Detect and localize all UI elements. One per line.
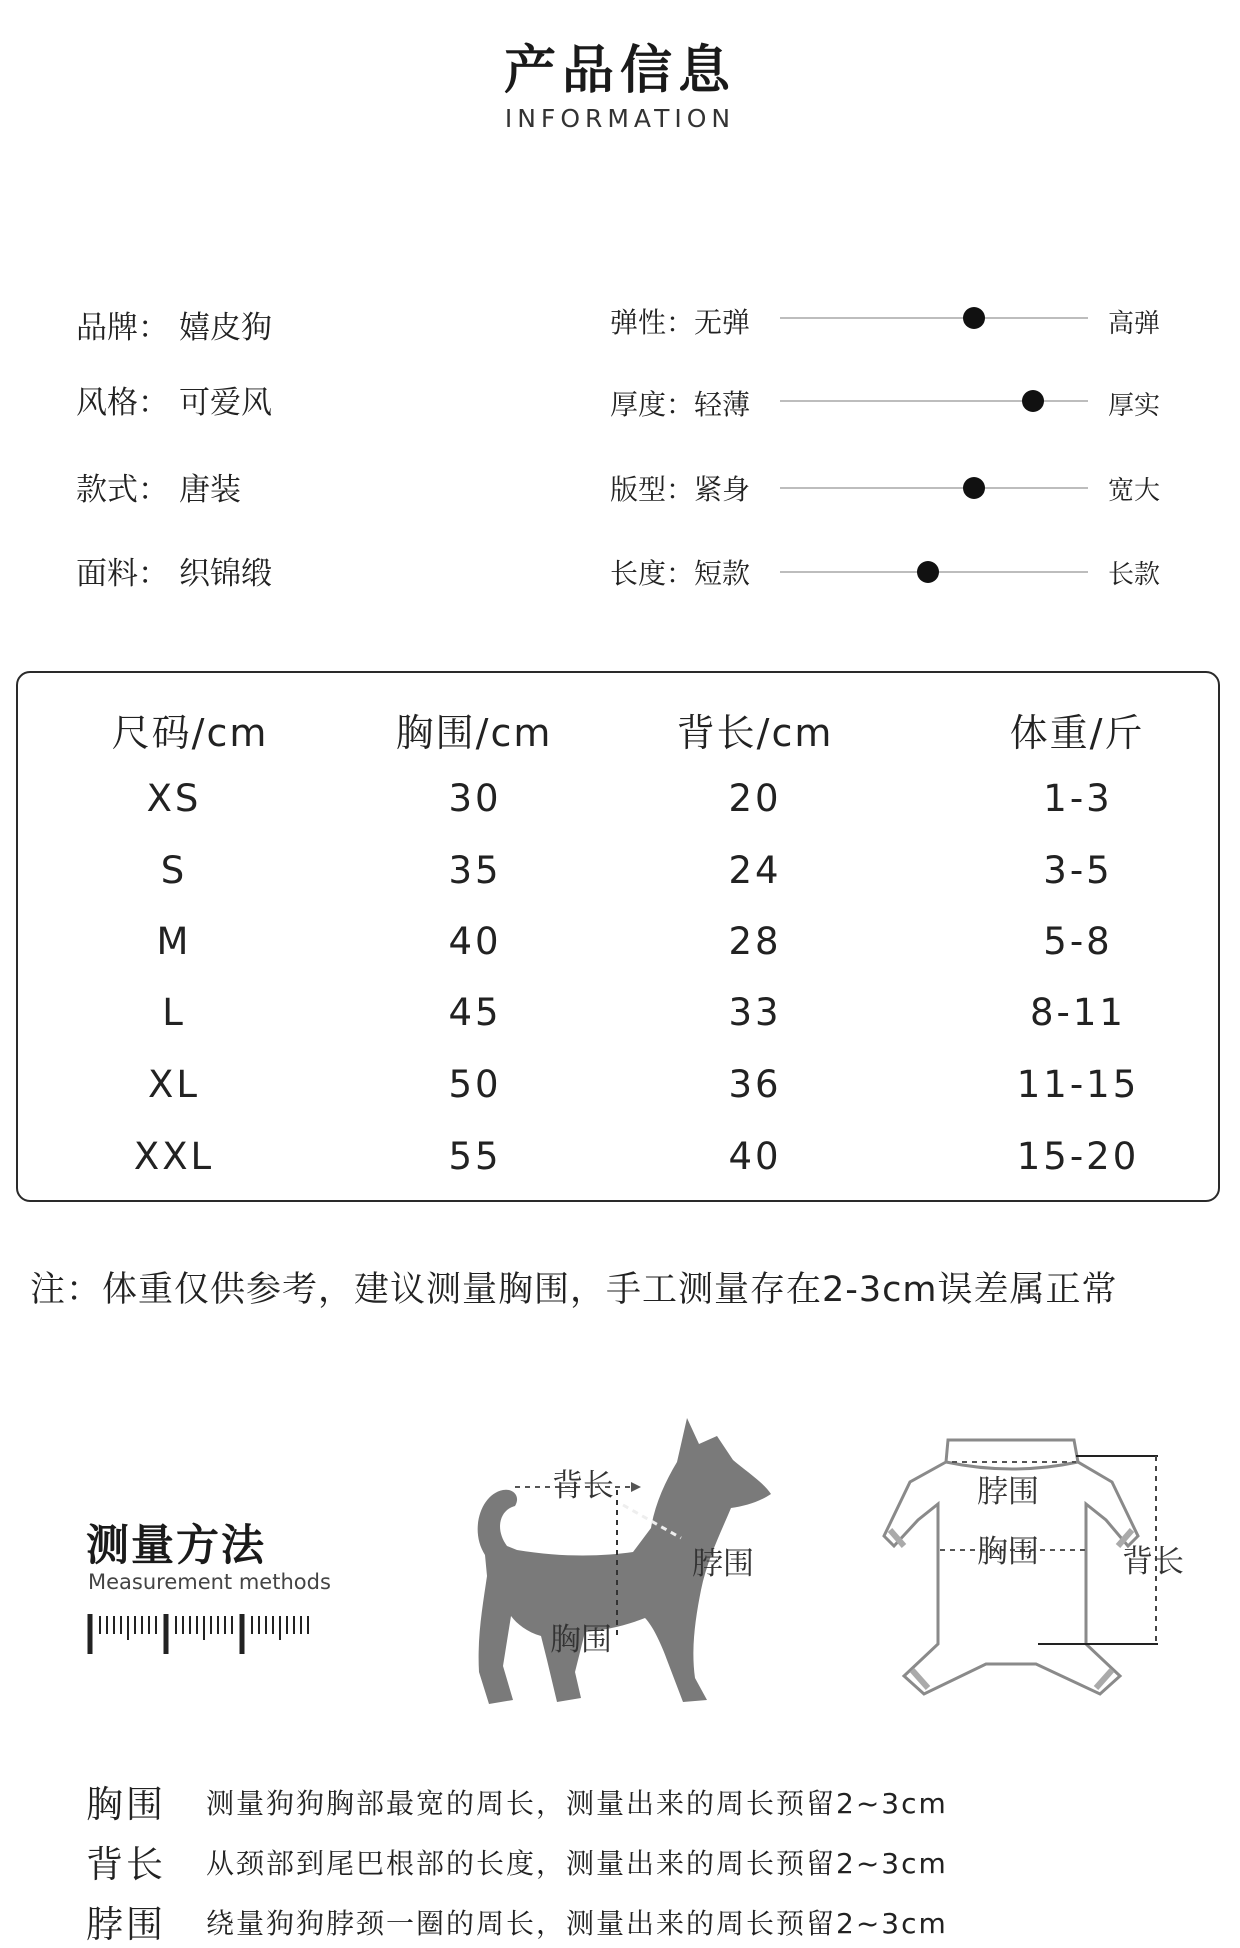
attribute-key: 款式：	[76, 472, 169, 508]
method-title: 测量方法	[86, 1521, 266, 1571]
page-subtitle: INFORMATION	[504, 104, 736, 133]
desc-text-chest: 测量狗狗胸部最宽的周长，测量出来的周长预留2~3cm	[206, 1787, 948, 1820]
method-subtitle: Measurement methods	[88, 1570, 331, 1594]
desc-term-back: 背长	[86, 1843, 166, 1886]
scale-track-fit	[780, 487, 1088, 489]
size-note: 注：体重仅供参考，建议测量胸围，手工测量存在2-3cm误差属正常	[30, 1270, 1118, 1310]
table-cell: 28	[728, 920, 782, 963]
attribute-value: 可爱风	[179, 385, 272, 421]
table-cell: S	[160, 849, 188, 892]
attribute-fabric	[76, 548, 272, 593]
table-cell: 24	[728, 849, 782, 892]
table-cell: 35	[448, 849, 502, 892]
garment-label-chest: 胸围	[977, 1534, 1039, 1570]
table-header-back: 背长/cm	[676, 711, 834, 755]
ruler-icon	[86, 1610, 316, 1656]
scale-label-elasticity: 弹性：无弹	[610, 306, 751, 339]
attribute-value: 唐装	[179, 472, 241, 508]
attribute-key: 风格：	[76, 385, 169, 421]
table-cell: 11-15	[1016, 1063, 1140, 1106]
scale-label-thickness: 厚度：轻薄	[610, 388, 751, 421]
scale-end-fit: 宽大	[1108, 476, 1161, 506]
attribute-value: 织锦缎	[179, 556, 272, 592]
scale-track-elasticity	[780, 317, 1088, 319]
scale-marker	[1022, 390, 1044, 412]
table-cell: 36	[728, 1063, 782, 1106]
scale-end-elasticity: 高弹	[1108, 309, 1161, 339]
scale-end-length: 长款	[1108, 560, 1161, 590]
table-cell: 8-11	[1030, 991, 1126, 1034]
dog-label-neck: 脖围	[692, 1546, 754, 1582]
table-header-weight: 体重/斤	[1009, 711, 1145, 755]
dog-label-chest: 胸围	[550, 1622, 612, 1658]
attribute-value: 嬉皮狗	[179, 310, 272, 346]
arrow-icon	[631, 1482, 641, 1492]
scale-track-length	[780, 571, 1088, 573]
dog-label-back: 背长	[552, 1468, 614, 1504]
page-title: 产品信息	[503, 41, 736, 101]
table-cell: 40	[448, 920, 502, 963]
desc-term-chest: 胸围	[86, 1783, 166, 1826]
table-cell: XXL	[133, 1135, 215, 1178]
desc-text-back: 从颈部到尾巴根部的长度，测量出来的周长预留2~3cm	[206, 1847, 948, 1880]
scale-track-thickness	[780, 400, 1088, 402]
table-cell: L	[162, 991, 186, 1034]
table-cell: 33	[728, 991, 782, 1034]
scale-marker	[963, 307, 985, 329]
table-cell: 1-3	[1043, 777, 1113, 820]
table-cell: 5-8	[1043, 920, 1113, 963]
table-cell: 30	[448, 777, 502, 820]
attribute-brand	[76, 302, 272, 347]
scale-marker	[963, 477, 985, 499]
table-cell: 20	[728, 777, 782, 820]
attribute-type	[76, 464, 241, 509]
table-cell: 55	[448, 1135, 502, 1178]
table-cell: XL	[148, 1063, 200, 1106]
table-cell: 3-5	[1043, 849, 1113, 892]
garment-label-back: 背长	[1122, 1544, 1184, 1580]
table-header-size: 尺码/cm	[111, 711, 269, 755]
scale-marker	[917, 561, 939, 583]
table-cell: M	[156, 920, 192, 963]
attribute-key: 品牌：	[76, 310, 169, 346]
table-cell: 15-20	[1016, 1135, 1140, 1178]
table-cell: 45	[448, 991, 502, 1034]
table-cell: 50	[448, 1063, 502, 1106]
desc-text-neck: 绕量狗狗脖颈一圈的周长，测量出来的周长预留2~3cm	[206, 1907, 948, 1940]
table-cell: XS	[146, 777, 202, 820]
desc-term-neck: 脖围	[86, 1903, 166, 1946]
table-header-chest: 胸围/cm	[395, 711, 553, 755]
attribute-style	[76, 377, 272, 422]
scale-label-length: 长度：短款	[610, 557, 751, 590]
scale-end-thickness: 厚实	[1108, 391, 1161, 421]
table-cell: 40	[728, 1135, 782, 1178]
garment-label-neck: 脖围	[977, 1474, 1039, 1510]
attribute-key: 面料：	[76, 556, 169, 592]
scale-label-fit: 版型：紧身	[610, 473, 751, 506]
